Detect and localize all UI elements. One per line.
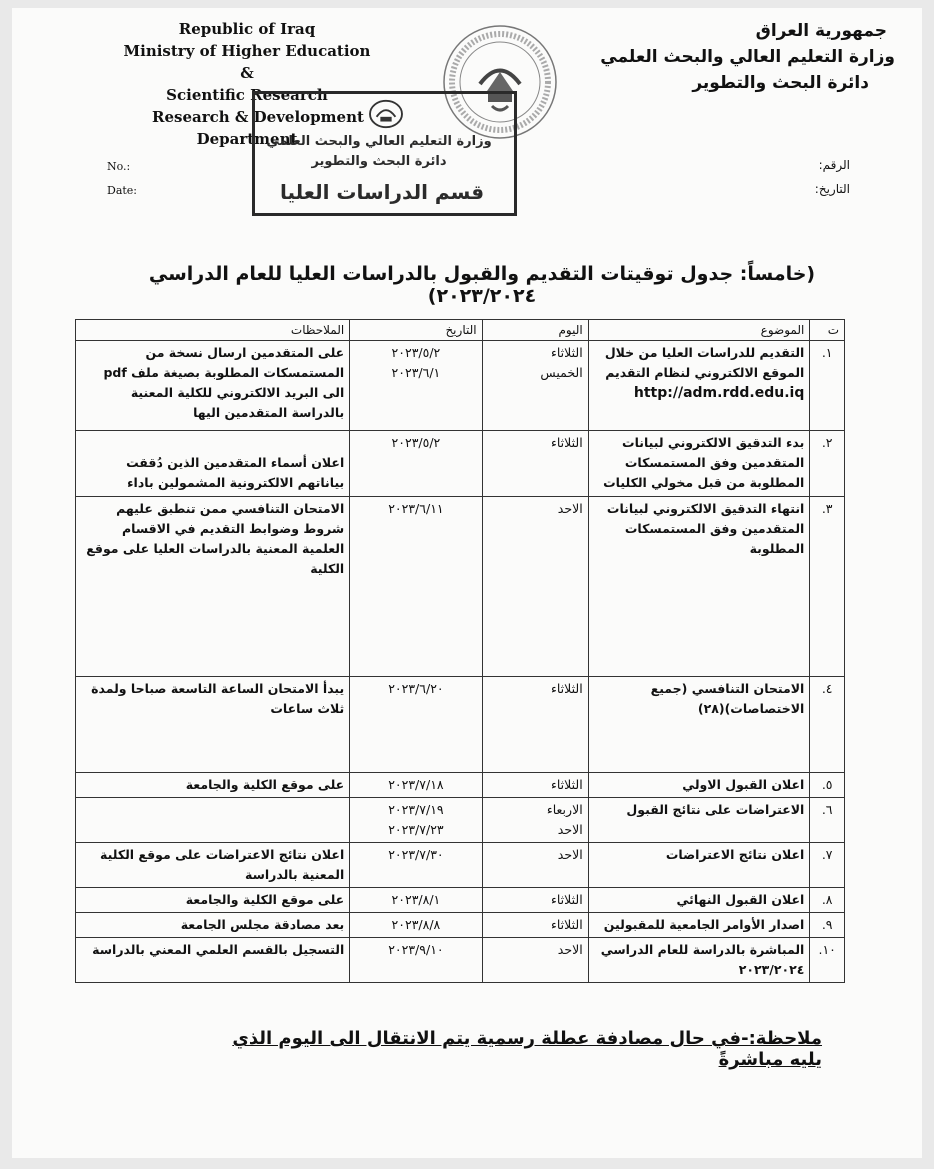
row-date: ٢٠٢٣/٦/١١	[350, 497, 482, 677]
table-row	[76, 773, 845, 798]
page-title: (خامساً: جدول توقيتات التقديم والقبول بالدراسات العليا للعام الدراسي ٢٠٢٣/٢٠٢٤)	[148, 263, 816, 307]
row-notes: على المتقدمين ارسال نسخة من المستمسكات المطلوبة بصيغة ملف pdf الى البريد الالكتروني للكلية المعنية بالدراسة المتقدمين اليها	[76, 341, 350, 431]
row-number: ١.	[810, 341, 845, 431]
row-number: ٤.	[810, 677, 845, 773]
header-en-line1: Republic of Iraq	[178, 20, 316, 38]
row-notes: على موقع الكلية والجامعة	[76, 773, 350, 798]
row-day: الاحد	[482, 938, 588, 983]
header-en-line5: Department	[196, 130, 298, 148]
table-header-row	[76, 320, 845, 341]
table-row	[76, 938, 845, 983]
row-topic: انتهاء التدقيق الالكتروني لبيانات المتقدمين وفق المستمسكات المطلوبة	[588, 497, 810, 677]
row-topic: اعلان نتائج الاعتراضات	[588, 843, 810, 888]
table-row	[76, 677, 845, 773]
document-page	[12, 8, 922, 1158]
row-date: ٢٠٢٣/٧/٣٠	[350, 843, 482, 888]
row-day: الثلاثاء	[482, 773, 588, 798]
header-date: التاريخ	[350, 320, 482, 341]
row-number: ٧.	[810, 843, 845, 888]
row-notes: التسجيل بالقسم العلمي المعني بالدراسة	[76, 938, 350, 983]
table-row	[76, 431, 845, 497]
row-number: ٩.	[810, 913, 845, 938]
table-row	[76, 888, 845, 913]
department-stamp	[252, 91, 517, 216]
header-ar-line2: وزارة التعليم العالي والبحث العلمي	[600, 47, 895, 67]
row-topic	[588, 341, 810, 431]
row-number: ٢.	[810, 431, 845, 497]
table-row	[76, 798, 845, 843]
header-topic: الموضوع	[588, 320, 810, 341]
header-en-line3: Scientific Research	[166, 86, 328, 104]
stamp-line3: قسم الدراسات العليا	[279, 180, 485, 204]
row-number: ٨.	[810, 888, 845, 913]
row-date: ٢٠٢٣/٧/١٩ ٢٠٢٣/٧/٢٣	[350, 798, 482, 843]
header-notes: الملاحظات	[76, 320, 350, 341]
row-topic: الامتحان التنافسي (جميع الاختصاصات)(٢٨)	[588, 677, 810, 773]
row-date: ٢٠٢٣/٨/١	[350, 888, 482, 913]
row-number: ٦.	[810, 798, 845, 843]
header-ar-line3: دائرة البحث والتطوير	[692, 73, 869, 93]
stamp-logo-icon	[367, 98, 405, 130]
row-topic-text: التقديم للدراسات العليا من خلال الموقع الالكتروني لنظام التقديم	[604, 345, 805, 380]
row-day: الثلاثاء	[482, 888, 588, 913]
row-number: ١٠.	[810, 938, 845, 983]
schedule-table	[75, 319, 845, 983]
row-topic: اعلان القبول الاولي	[588, 773, 810, 798]
row-day: الاحد	[482, 843, 588, 888]
row-date: ٢٠٢٣/٨/٨	[350, 913, 482, 938]
table-row	[76, 497, 845, 677]
row-date: ٢٠٢٣/٦/٢٠	[350, 677, 482, 773]
stamp-line2: دائرة البحث والتطوير	[311, 154, 447, 169]
date-label-ar: التاريخ:	[814, 182, 850, 196]
row-day: الثلاثاء الخميس	[482, 341, 588, 431]
row-notes: الامتحان التنافسي ممن تنطبق عليهم شروط وضوابط التقديم في الاقسام العلمية المعنية بالدراسات العليا على موقع الكلية	[76, 497, 350, 677]
header-arabic	[587, 18, 895, 96]
row-date: ٢٠٢٣/٧/١٨	[350, 773, 482, 798]
row-day: الثلاثاء	[482, 431, 588, 497]
header-day: اليوم	[482, 320, 588, 341]
row-notes: اعلان نتائج الاعتراضات على موقع الكلية المعنية بالدراسة	[76, 843, 350, 888]
row-topic: اصدار الأوامر الجامعية للمقبولين	[588, 913, 810, 938]
table-row	[76, 913, 845, 938]
row-day: الاحد	[482, 497, 588, 677]
row-number: ٥.	[810, 773, 845, 798]
header-ar-line1: جمهورية العراق	[755, 21, 887, 41]
row-notes	[76, 798, 350, 843]
table-row	[76, 341, 845, 431]
row-day: الثلاثاء	[482, 913, 588, 938]
application-url-link[interactable]: http://adm.rdd.edu.iq	[633, 385, 805, 401]
row-date: ٢٠٢٣/٥/٢	[350, 431, 482, 497]
row-date: ٢٠٢٣/٩/١٠	[350, 938, 482, 983]
row-topic: بدء التدقيق الالكتروني لبيانات المتقدمين وفق المستمسكات المطلوبة من قبل مخولي الكليات	[588, 431, 810, 497]
row-notes: بعد مصادقة مجلس الجامعة	[76, 913, 350, 938]
number-label-en: No.:	[107, 160, 131, 173]
row-notes: اعلان أسماء المتقدمين الذين دُققت بياناتهم الالكترونية المشمولين باداء	[76, 431, 350, 497]
row-topic: المباشرة بالدراسة للعام الدراسي ٢٠٢٣/٢٠٢٤	[588, 938, 810, 983]
stamp-line1: وزارة التعليم العالي والبحث العلمي	[266, 134, 492, 149]
row-notes: يبدأ الامتحان الساعة التاسعة صباحا ولمدة ثلاث ساعات	[76, 677, 350, 773]
table-row	[76, 843, 845, 888]
header-en-line4: Research & Development	[152, 108, 364, 126]
row-day: الثلاثاء	[482, 677, 588, 773]
row-day: الاربعاء الاحد	[482, 798, 588, 843]
header-no: ت	[810, 320, 845, 341]
row-topic: اعلان القبول النهائي	[588, 888, 810, 913]
header-en-line2: Ministry of Higher Education &	[123, 42, 371, 82]
row-date: ٢٠٢٣/٥/٢ ٢٠٢٣/٦/١	[350, 341, 482, 431]
number-label-ar: الرقم:	[818, 158, 850, 172]
footer-note: ملاحظة:-في حال مصادفة عطلة رسمية يتم الانتقال الى اليوم الذي يليه مباشرةً	[232, 1028, 822, 1070]
date-label-en: Date:	[107, 184, 138, 197]
row-topic: الاعتراضات على نتائج القبول	[588, 798, 810, 843]
row-number: ٣.	[810, 497, 845, 677]
row-notes: على موقع الكلية والجامعة	[76, 888, 350, 913]
